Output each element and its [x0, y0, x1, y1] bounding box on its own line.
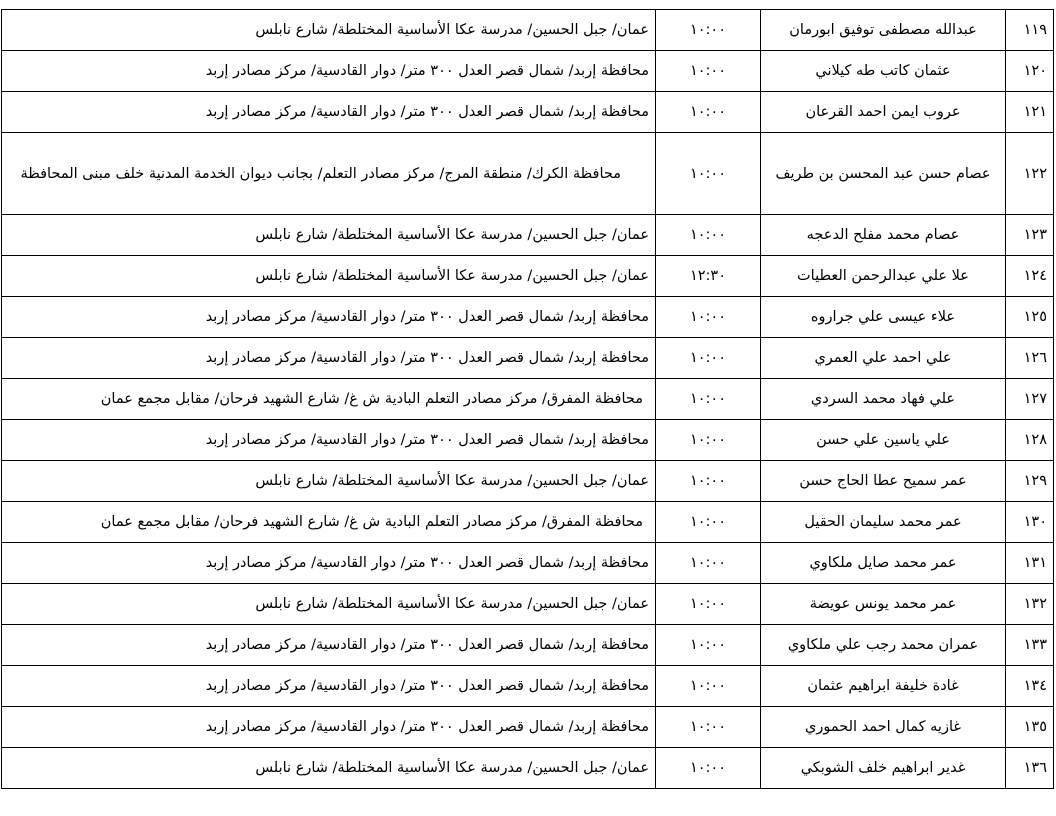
exam-location: محافظة إربد/ شمال قصر العدل ٣٠٠ متر/ دوار القادسية/ مركز مصادر إربد: [2, 51, 656, 92]
exam-location: محافظة إربد/ شمال قصر العدل ٣٠٠ متر/ دوار القادسية/ مركز مصادر إربد: [2, 420, 656, 461]
table-row: [2, 625, 1054, 666]
row-number: ١٢٦: [1006, 338, 1054, 379]
row-number: ١٣٤: [1006, 666, 1054, 707]
exam-location: محافظة إربد/ شمال قصر العدل ٣٠٠ متر/ دوار القادسية/ مركز مصادر إربد: [2, 625, 656, 666]
table-row: [2, 338, 1054, 379]
table-row: [2, 666, 1054, 707]
exam-location: عمان/ جبل الحسين/ مدرسة عكا الأساسية المختلطة/ شارع نابلس: [2, 461, 656, 502]
exam-time: ١٠:٠٠: [656, 420, 761, 461]
candidate-name: علي احمد علي العمري: [761, 338, 1006, 379]
candidate-name: عمر سميح عطا الحاج حسن: [761, 461, 1006, 502]
table-row: [2, 748, 1054, 789]
exam-time: ١٠:٠٠: [656, 748, 761, 789]
exam-time: ١٠:٠٠: [656, 297, 761, 338]
exam-location: محافظة المفرق/ مركز مصادر التعلم البادية ش غ/ شارع الشهيد فرحان/ مقابل مجمع عمان: [2, 379, 656, 420]
table-row: [2, 256, 1054, 297]
candidate-name: غدير ابراهيم خلف الشوبكي: [761, 748, 1006, 789]
exam-time: ١٠:٠٠: [656, 133, 761, 215]
candidate-name: عمران محمد رجب علي ملكاوي: [761, 625, 1006, 666]
exam-location: محافظة إربد/ شمال قصر العدل ٣٠٠ متر/ دوار القادسية/ مركز مصادر إربد: [2, 297, 656, 338]
table-row: [2, 502, 1054, 543]
exam-location: محافظة المفرق/ مركز مصادر التعلم البادية ش غ/ شارع الشهيد فرحان/ مقابل مجمع عمان: [2, 502, 656, 543]
exam-location: محافظة إربد/ شمال قصر العدل ٣٠٠ متر/ دوار القادسية/ مركز مصادر إربد: [2, 338, 656, 379]
exam-time: ١٠:٠٠: [656, 215, 761, 256]
table-row: [2, 543, 1054, 584]
table-row: [2, 133, 1054, 215]
candidate-name: عثمان كاتب طه كيلاني: [761, 51, 1006, 92]
candidate-name: عبدالله مصطفى توفيق ابورمان: [761, 10, 1006, 51]
candidate-name: عصام محمد مفلح الدعجه: [761, 215, 1006, 256]
candidate-name: عمر محمد يونس عويضة: [761, 584, 1006, 625]
exam-time: ١٠:٠٠: [656, 707, 761, 748]
candidate-name: عمر محمد سليمان الحقيل: [761, 502, 1006, 543]
candidate-name: علي ياسين علي حسن: [761, 420, 1006, 461]
candidate-name: علاء عيسى علي جراروه: [761, 297, 1006, 338]
row-number: ١٣٢: [1006, 584, 1054, 625]
exam-location: عمان/ جبل الحسين/ مدرسة عكا الأساسية المختلطة/ شارع نابلس: [2, 748, 656, 789]
table-row: [2, 707, 1054, 748]
exam-time: ١٠:٠٠: [656, 502, 761, 543]
candidate-name: علي فهاد محمد السردي: [761, 379, 1006, 420]
exam-time: ١٢:٣٠: [656, 256, 761, 297]
exam-location: محافظة الكرك/ منطقة المرج/ مركز مصادر التعلم/ بجانب ديوان الخدمة المدنية خلف مبنى المحافظة: [2, 133, 656, 215]
row-number: ١٢٢: [1006, 133, 1054, 215]
exam-schedule-table: [1, 9, 1054, 789]
table-row: [2, 461, 1054, 502]
row-number: ١٢٩: [1006, 461, 1054, 502]
exam-location: محافظة إربد/ شمال قصر العدل ٣٠٠ متر/ دوار القادسية/ مركز مصادر إربد: [2, 666, 656, 707]
candidate-name: عروب ايمن احمد القرعان: [761, 92, 1006, 133]
table-row: [2, 584, 1054, 625]
exam-location: محافظة إربد/ شمال قصر العدل ٣٠٠ متر/ دوار القادسية/ مركز مصادر إربد: [2, 543, 656, 584]
exam-time: ١٠:٠٠: [656, 379, 761, 420]
row-number: ١٢١: [1006, 92, 1054, 133]
exam-time: ١٠:٠٠: [656, 625, 761, 666]
exam-location: عمان/ جبل الحسين/ مدرسة عكا الأساسية المختلطة/ شارع نابلس: [2, 256, 656, 297]
row-number: ١٣١: [1006, 543, 1054, 584]
table-row: [2, 10, 1054, 51]
exam-time: ١٠:٠٠: [656, 543, 761, 584]
exam-time: ١٠:٠٠: [656, 666, 761, 707]
exam-location: عمان/ جبل الحسين/ مدرسة عكا الأساسية المختلطة/ شارع نابلس: [2, 10, 656, 51]
exam-time: ١٠:٠٠: [656, 51, 761, 92]
exam-time: ١٠:٠٠: [656, 10, 761, 51]
exam-time: ١٠:٠٠: [656, 584, 761, 625]
exam-location: محافظة إربد/ شمال قصر العدل ٣٠٠ متر/ دوار القادسية/ مركز مصادر إربد: [2, 92, 656, 133]
exam-time: ١٠:٠٠: [656, 461, 761, 502]
exam-time: ١٠:٠٠: [656, 338, 761, 379]
row-number: ١٣٥: [1006, 707, 1054, 748]
table-row: [2, 420, 1054, 461]
candidate-name: غازيه كمال احمد الحموري: [761, 707, 1006, 748]
candidate-name: غادة خليفة ابراهيم عثمان: [761, 666, 1006, 707]
row-number: ١٣٠: [1006, 502, 1054, 543]
row-number: ١٢٤: [1006, 256, 1054, 297]
candidate-name: عصام حسن عبد المحسن بن طريف: [761, 133, 1006, 215]
row-number: ١٣٦: [1006, 748, 1054, 789]
table-row: [2, 297, 1054, 338]
row-number: ١٢٨: [1006, 420, 1054, 461]
row-number: ١٢٧: [1006, 379, 1054, 420]
table-row: [2, 51, 1054, 92]
exam-location: عمان/ جبل الحسين/ مدرسة عكا الأساسية المختلطة/ شارع نابلس: [2, 584, 656, 625]
candidate-name: علا علي عبدالرحمن العطيات: [761, 256, 1006, 297]
row-number: ١٢٣: [1006, 215, 1054, 256]
candidate-name: عمر محمد صايل ملكاوي: [761, 543, 1006, 584]
row-number: ١٣٣: [1006, 625, 1054, 666]
row-number: ١٢٠: [1006, 51, 1054, 92]
row-number: ١٢٥: [1006, 297, 1054, 338]
table-row: [2, 379, 1054, 420]
table-row: [2, 92, 1054, 133]
row-number: ١١٩: [1006, 10, 1054, 51]
table-row: [2, 215, 1054, 256]
exam-time: ١٠:٠٠: [656, 92, 761, 133]
table-body: [2, 10, 1054, 789]
exam-location: عمان/ جبل الحسين/ مدرسة عكا الأساسية المختلطة/ شارع نابلس: [2, 215, 656, 256]
exam-location: محافظة إربد/ شمال قصر العدل ٣٠٠ متر/ دوار القادسية/ مركز مصادر إربد: [2, 707, 656, 748]
